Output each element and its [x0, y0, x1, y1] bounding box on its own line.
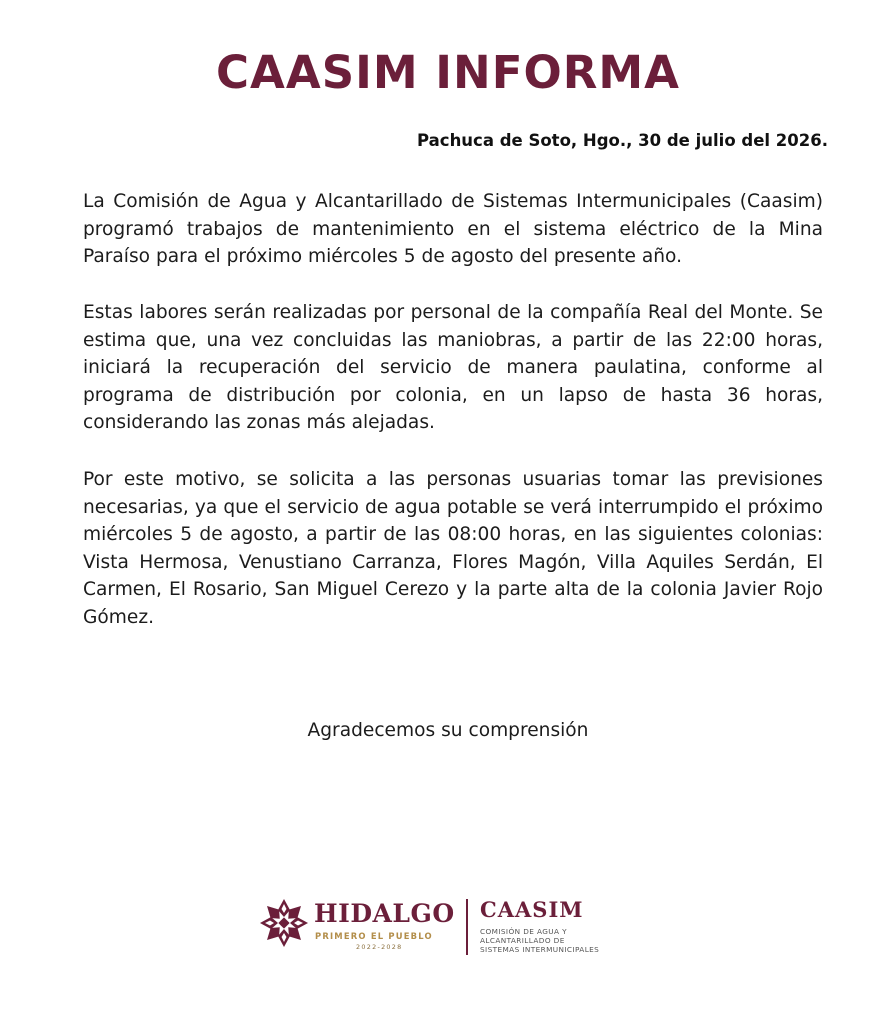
hidalgo-star-icon — [258, 897, 310, 949]
hidalgo-slogan: PRIMERO EL PUEBLO — [315, 931, 433, 941]
paragraph-1: La Comisión de Agua y Alcantarillado de Sistemas Intermunicipales (Caasim) programó trabajos de mantenimiento en el sistema eléctrico de la Mina Paraíso para el próximo miércoles 5 de agosto del presente año. — [83, 191, 823, 267]
logo-divider — [466, 899, 468, 955]
hidalgo-years: 2022-2028 — [356, 943, 403, 951]
caasim-subtitle-line: SISTEMAS INTERMUNICIPALES — [480, 945, 600, 954]
caasim-subtitle-line: ALCANTARILLADO DE — [480, 936, 565, 945]
paragraph-2: Estas labores serán realizadas por personal de la compañía Real del Monte. Se estima que, una vez concluidas las maniobras, a partir de las 22:00 horas, iniciará la recuperación del servicio de manera paulatina, conforme al programa de distribución por colonia, en un lapso de hasta 36 horas, considerando las zonas más alejadas. — [83, 302, 823, 433]
paragraph-3: Por este motivo, se solicita a las personas usuarias tomar las previsiones necesarias, ya que el servicio de agua potable se verá interrumpido el próximo miércoles 5 de agosto, a partir de las 08:00 horas, en las siguientes colonias: Vista Hermosa, Venustiano Carranza, Flores Magón, Villa Aquiles Serdán, El Carmen, El Rosario, San Miguel Cerezo y la parte alta de la colonia Javier Rojo Gómez. — [83, 469, 823, 628]
footer-logos — [258, 893, 638, 963]
page-title: CAASIM INFORMA — [216, 46, 680, 99]
date-line: Pachuca de Soto, Hgo., 30 de julio del 2026. — [417, 131, 828, 150]
caasim-subtitle-line: COMISIÓN DE AGUA Y — [480, 927, 567, 936]
caasim-logo-text: CAASIM — [480, 897, 584, 922]
hidalgo-logo-text: HIDALGO — [314, 899, 455, 928]
closing-text: Agradecemos su comprensión — [307, 720, 589, 741]
